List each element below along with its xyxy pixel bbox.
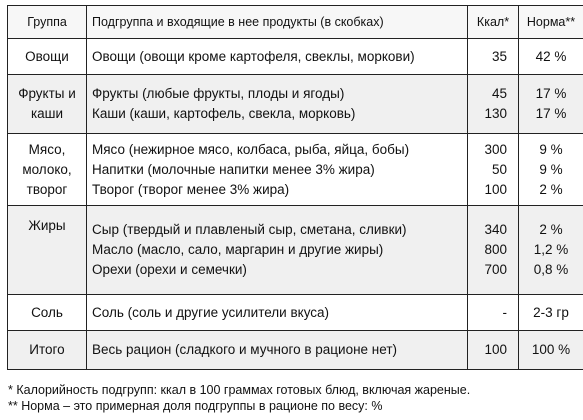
group-cell — [8, 39, 87, 75]
group-label: Фрукты и каши — [18, 86, 76, 121]
table-row — [8, 39, 583, 75]
subgroup-item: Орехи (орехи и семечки) — [92, 262, 247, 277]
norm-value: 17 % — [535, 106, 567, 121]
norm-cell — [519, 134, 583, 206]
subgroup-item: Овощи (овощи кроме картофеля, свеклы, моркови) — [92, 48, 415, 64]
kcal-value: - — [502, 304, 507, 320]
subgroup-item: Творог (творог менее 3% жира) — [92, 181, 290, 197]
subgroup-cell — [87, 134, 468, 206]
kcal-value: 340 — [484, 222, 507, 237]
norm-value: 2-3 гр — [533, 304, 569, 320]
norm-value: 9 % — [539, 161, 563, 177]
subgroup-cell — [87, 39, 468, 75]
norm-cell — [519, 331, 583, 370]
subgroup-item: Мясо (нежирное мясо, колбаса, рыба, яйца, бобы) — [92, 141, 410, 157]
kcal-value: 130 — [484, 106, 507, 121]
kcal-cell — [468, 39, 519, 75]
footnote-kcal: * Калорийность подгрупп: ккал в 100 граммах готовых блюд, включая жареные. — [8, 383, 471, 397]
norm-value: 2 % — [539, 181, 563, 197]
kcal-cell — [468, 295, 519, 331]
norm-value: 2 % — [539, 222, 563, 237]
subgroup-cell — [87, 295, 468, 331]
subgroup-item: Напитки (молочные напитки менее 3% жира) — [92, 161, 375, 177]
kcal-value: 800 — [484, 242, 507, 257]
group-cell — [8, 75, 87, 134]
group-cell — [8, 134, 87, 206]
group-label: Соль — [31, 304, 63, 320]
norm-value: 42 % — [535, 48, 567, 64]
norm-cell — [519, 75, 583, 134]
norm-value: 17 % — [535, 86, 567, 101]
subgroup-cell — [87, 206, 468, 295]
table-header-row — [8, 6, 583, 39]
kcal-value: 100 — [484, 342, 507, 357]
subgroup-cell — [87, 75, 468, 134]
subgroup-item: Масло (масло, сало, маргарин и другие жиры) — [92, 242, 384, 257]
table-row — [8, 206, 583, 295]
food-groups-table — [7, 5, 583, 370]
kcal-value: 100 — [484, 181, 507, 197]
kcal-cell — [468, 206, 519, 295]
footnote-norm: ** Норма – это примерная доля подгруппы в рационе по весу: % — [8, 399, 383, 413]
subgroup-item: Фрукты (любые фрукты, плоды и ягоды) — [92, 86, 345, 101]
norm-value: 0,8 % — [533, 262, 569, 277]
group-cell — [8, 206, 87, 295]
norm-cell — [519, 39, 583, 75]
norm-value: 9 % — [539, 141, 563, 157]
kcal-cell — [468, 75, 519, 134]
group-cell — [8, 295, 87, 331]
subgroup-item: Соль (соль и другие усилители вкуса) — [92, 304, 330, 320]
kcal-value: 300 — [484, 141, 507, 157]
norm-cell — [519, 206, 583, 295]
table-row — [8, 134, 583, 206]
subgroup-item: Сыр (твердый и плавленый сыр, сметана, сливки) — [92, 222, 407, 237]
footnotes — [8, 382, 470, 414]
subgroup-item: Каши (каши, картофель, свекла, морковь) — [92, 106, 356, 121]
kcal-value: 700 — [484, 262, 507, 277]
table-row — [8, 75, 583, 134]
table-row — [8, 331, 583, 370]
norm-value: 1,2 % — [533, 242, 569, 257]
kcal-cell — [468, 134, 519, 206]
kcal-value: 35 — [491, 48, 507, 64]
norm-cell — [519, 295, 583, 331]
group-label: Мясо, молоко, творог — [22, 141, 72, 197]
group-label: Жиры — [28, 218, 66, 233]
header-kcal: Ккал* — [468, 6, 519, 39]
header-norm: Норма** — [519, 6, 583, 39]
group-label: Итого — [29, 342, 65, 357]
norm-value: 100 % — [531, 342, 571, 357]
header-subgroup: Подгруппа и входящие в нее продукты (в скобках) — [87, 6, 468, 39]
kcal-value: 50 — [491, 161, 507, 177]
kcal-cell — [468, 331, 519, 370]
subgroup-item: Весь рацион (сладкого и мучного в рационе нет) — [92, 342, 397, 357]
group-cell — [8, 331, 87, 370]
kcal-value: 45 — [491, 86, 507, 101]
group-label: Овощи — [25, 48, 69, 64]
header-group: Группа — [8, 6, 87, 39]
subgroup-cell — [87, 331, 468, 370]
table-row — [8, 295, 583, 331]
